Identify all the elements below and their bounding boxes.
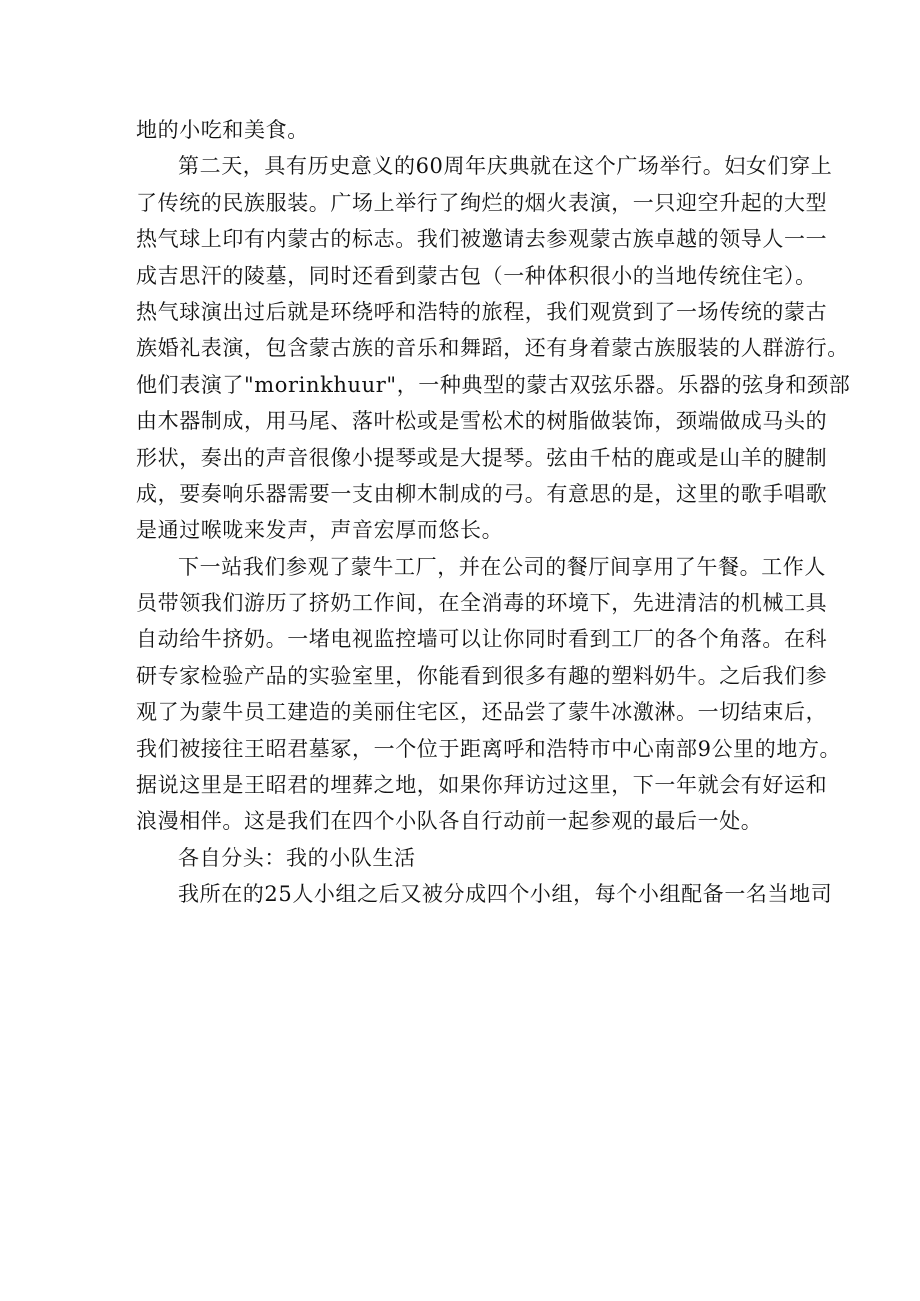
text-line: 族婚礼表演，包含蒙古族的音乐和舞蹈，还有身着蒙古族服装的人群游行。 <box>136 336 849 361</box>
text-line: 成吉思汗的陵墓，同时还看到蒙古包（一种体积很小的当地传统住宅）。 <box>136 263 817 288</box>
text-line: 地的小吃和美食。 <box>136 118 309 142</box>
paragraph-start-line: 下一站我们参观了蒙牛工厂，并在公司的餐厅间享用了午餐。工作人 <box>178 554 826 579</box>
text-line: 员带领我们游历了挤奶工作间，在全消毒的环境下，先进清洁的机械工具 <box>136 591 828 616</box>
text-line: 研专家检验产品的实验室里，你能看到很多有趣的塑料奶牛。之后我们参 <box>136 663 828 688</box>
text-line: 了传统的民族服装。广场上举行了绚烂的烟火表演，一只迎空升起的大型 <box>136 190 828 215</box>
text-line: 是通过喉咙来发声，声音宏厚而悠长。 <box>136 518 504 543</box>
text-line: 热气球上印有内蒙古的标志。我们被邀请去参观蒙古族卓越的领导人一一 <box>136 227 828 252</box>
body-text <box>136 112 851 913</box>
section-heading: 各自分头：我的小队生活 <box>178 845 416 870</box>
text-line: 热气球演出过后就是环绕呼和浩特的旅程，我们观赏到了一场传统的蒙古 <box>136 299 828 324</box>
text-line: 自动给牛挤奶。一堵电视监控墙可以让你同时看到工厂的各个角落。在科 <box>136 627 828 652</box>
paragraph-start-line: 第二天，具有历史意义的60周年庆典就在这个广场举行。妇女们穿上 <box>178 154 833 179</box>
text-line: 观了为蒙牛员工建造的美丽住宅区，还品尝了蒙牛冰激淋。一切结束后， <box>136 700 828 725</box>
text-line: 形状，奏出的声音很像小提琴或是大提琴。弦由千枯的鹿或是山羊的腱制 <box>136 445 828 470</box>
text-line: 成，要奏响乐器需要一支由柳木制成的弓。有意思的是，这里的歌手唱歌 <box>136 481 828 506</box>
text-line: 由木器制成，用马尾、落叶松或是雪松术的树脂做装饰，颈端做成马头的 <box>136 409 828 434</box>
text-line: 浪漫相伴。这是我们在四个小队各自行动前一起参观的最后一处。 <box>136 809 763 834</box>
text-line: 据说这里是王昭君的埋葬之地，如果你拜访过这里，下一年就会有好运和 <box>136 773 828 798</box>
paragraph-start-line: 我所在的25人小组之后又被分成四个小组，每个小组配备一名当地司 <box>178 882 833 907</box>
text-line: 他们表演了"morinkhuur"，一种典型的蒙古双弦乐器。乐器的弦身和颈部 <box>136 372 851 397</box>
text-line: 我们被接往王昭君墓冢，一个位于距离呼和浩特市中心南部9公里的地方。 <box>136 736 842 761</box>
